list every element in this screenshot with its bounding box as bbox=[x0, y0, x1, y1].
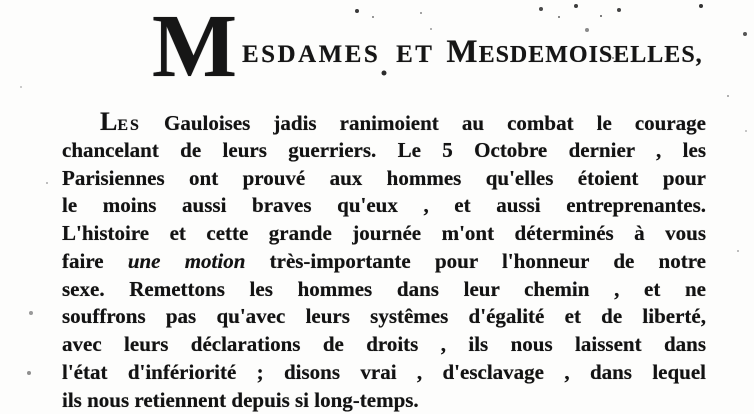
text-line bbox=[62, 303, 706, 331]
text-line bbox=[62, 387, 706, 414]
text-segment: sexe. Remettons les hommes dans leur chemin , et ne bbox=[62, 277, 706, 301]
text-segment: L bbox=[100, 107, 117, 136]
text-line bbox=[62, 192, 706, 220]
text-line bbox=[62, 359, 706, 387]
text-segment: faire bbox=[62, 249, 128, 273]
text-line bbox=[62, 137, 706, 165]
text-segment: l'état d'infériorité ; disons vrai , d'esclavage , dans lequel bbox=[62, 360, 706, 384]
text-segment: très-importante pour l'honneur de notre bbox=[245, 249, 706, 273]
text-line bbox=[62, 248, 706, 276]
text-line bbox=[62, 220, 706, 248]
heading-dropcap-m: M bbox=[152, 0, 237, 96]
text-segment: avec leurs déclarations de droits , ils nous laissent dans bbox=[62, 332, 706, 356]
page-heading bbox=[152, 2, 703, 92]
body-paragraph bbox=[62, 109, 706, 414]
text-segment: ils nous retiennent depuis si long-temps. bbox=[62, 388, 419, 412]
text-segment: L'histoire et cette grande journée m'ont déterminés à vous bbox=[62, 221, 706, 245]
text-segment: Gauloises jadis ranimoient au combat le courage bbox=[141, 111, 706, 135]
text-line bbox=[62, 109, 706, 137]
text-segment: Parisiennes ont prouvé aux hommes qu'elles étoient pour bbox=[62, 166, 706, 190]
text-line bbox=[62, 276, 706, 304]
text-segment: une motion bbox=[128, 249, 246, 273]
heading-text-part1: ESDAMES ET bbox=[242, 41, 434, 68]
text-segment: ES bbox=[117, 117, 141, 134]
text-line bbox=[62, 331, 706, 359]
text-line bbox=[62, 165, 706, 193]
text-segment: le moins aussi braves qu'eux , et aussi entreprenantes. bbox=[62, 193, 706, 217]
scan-noise-speckles bbox=[0, 0, 2, 2]
text-segment: souffrons pas qu'avec leurs systêmes d'égalité et de liberté, bbox=[62, 304, 706, 328]
heading-initial-m2: M bbox=[446, 34, 477, 70]
heading-text-part2: ESDEMOISELLES, bbox=[479, 42, 703, 68]
text-segment: chancelant de leurs guerriers. Le 5 Octobre dernier , les bbox=[62, 138, 706, 162]
